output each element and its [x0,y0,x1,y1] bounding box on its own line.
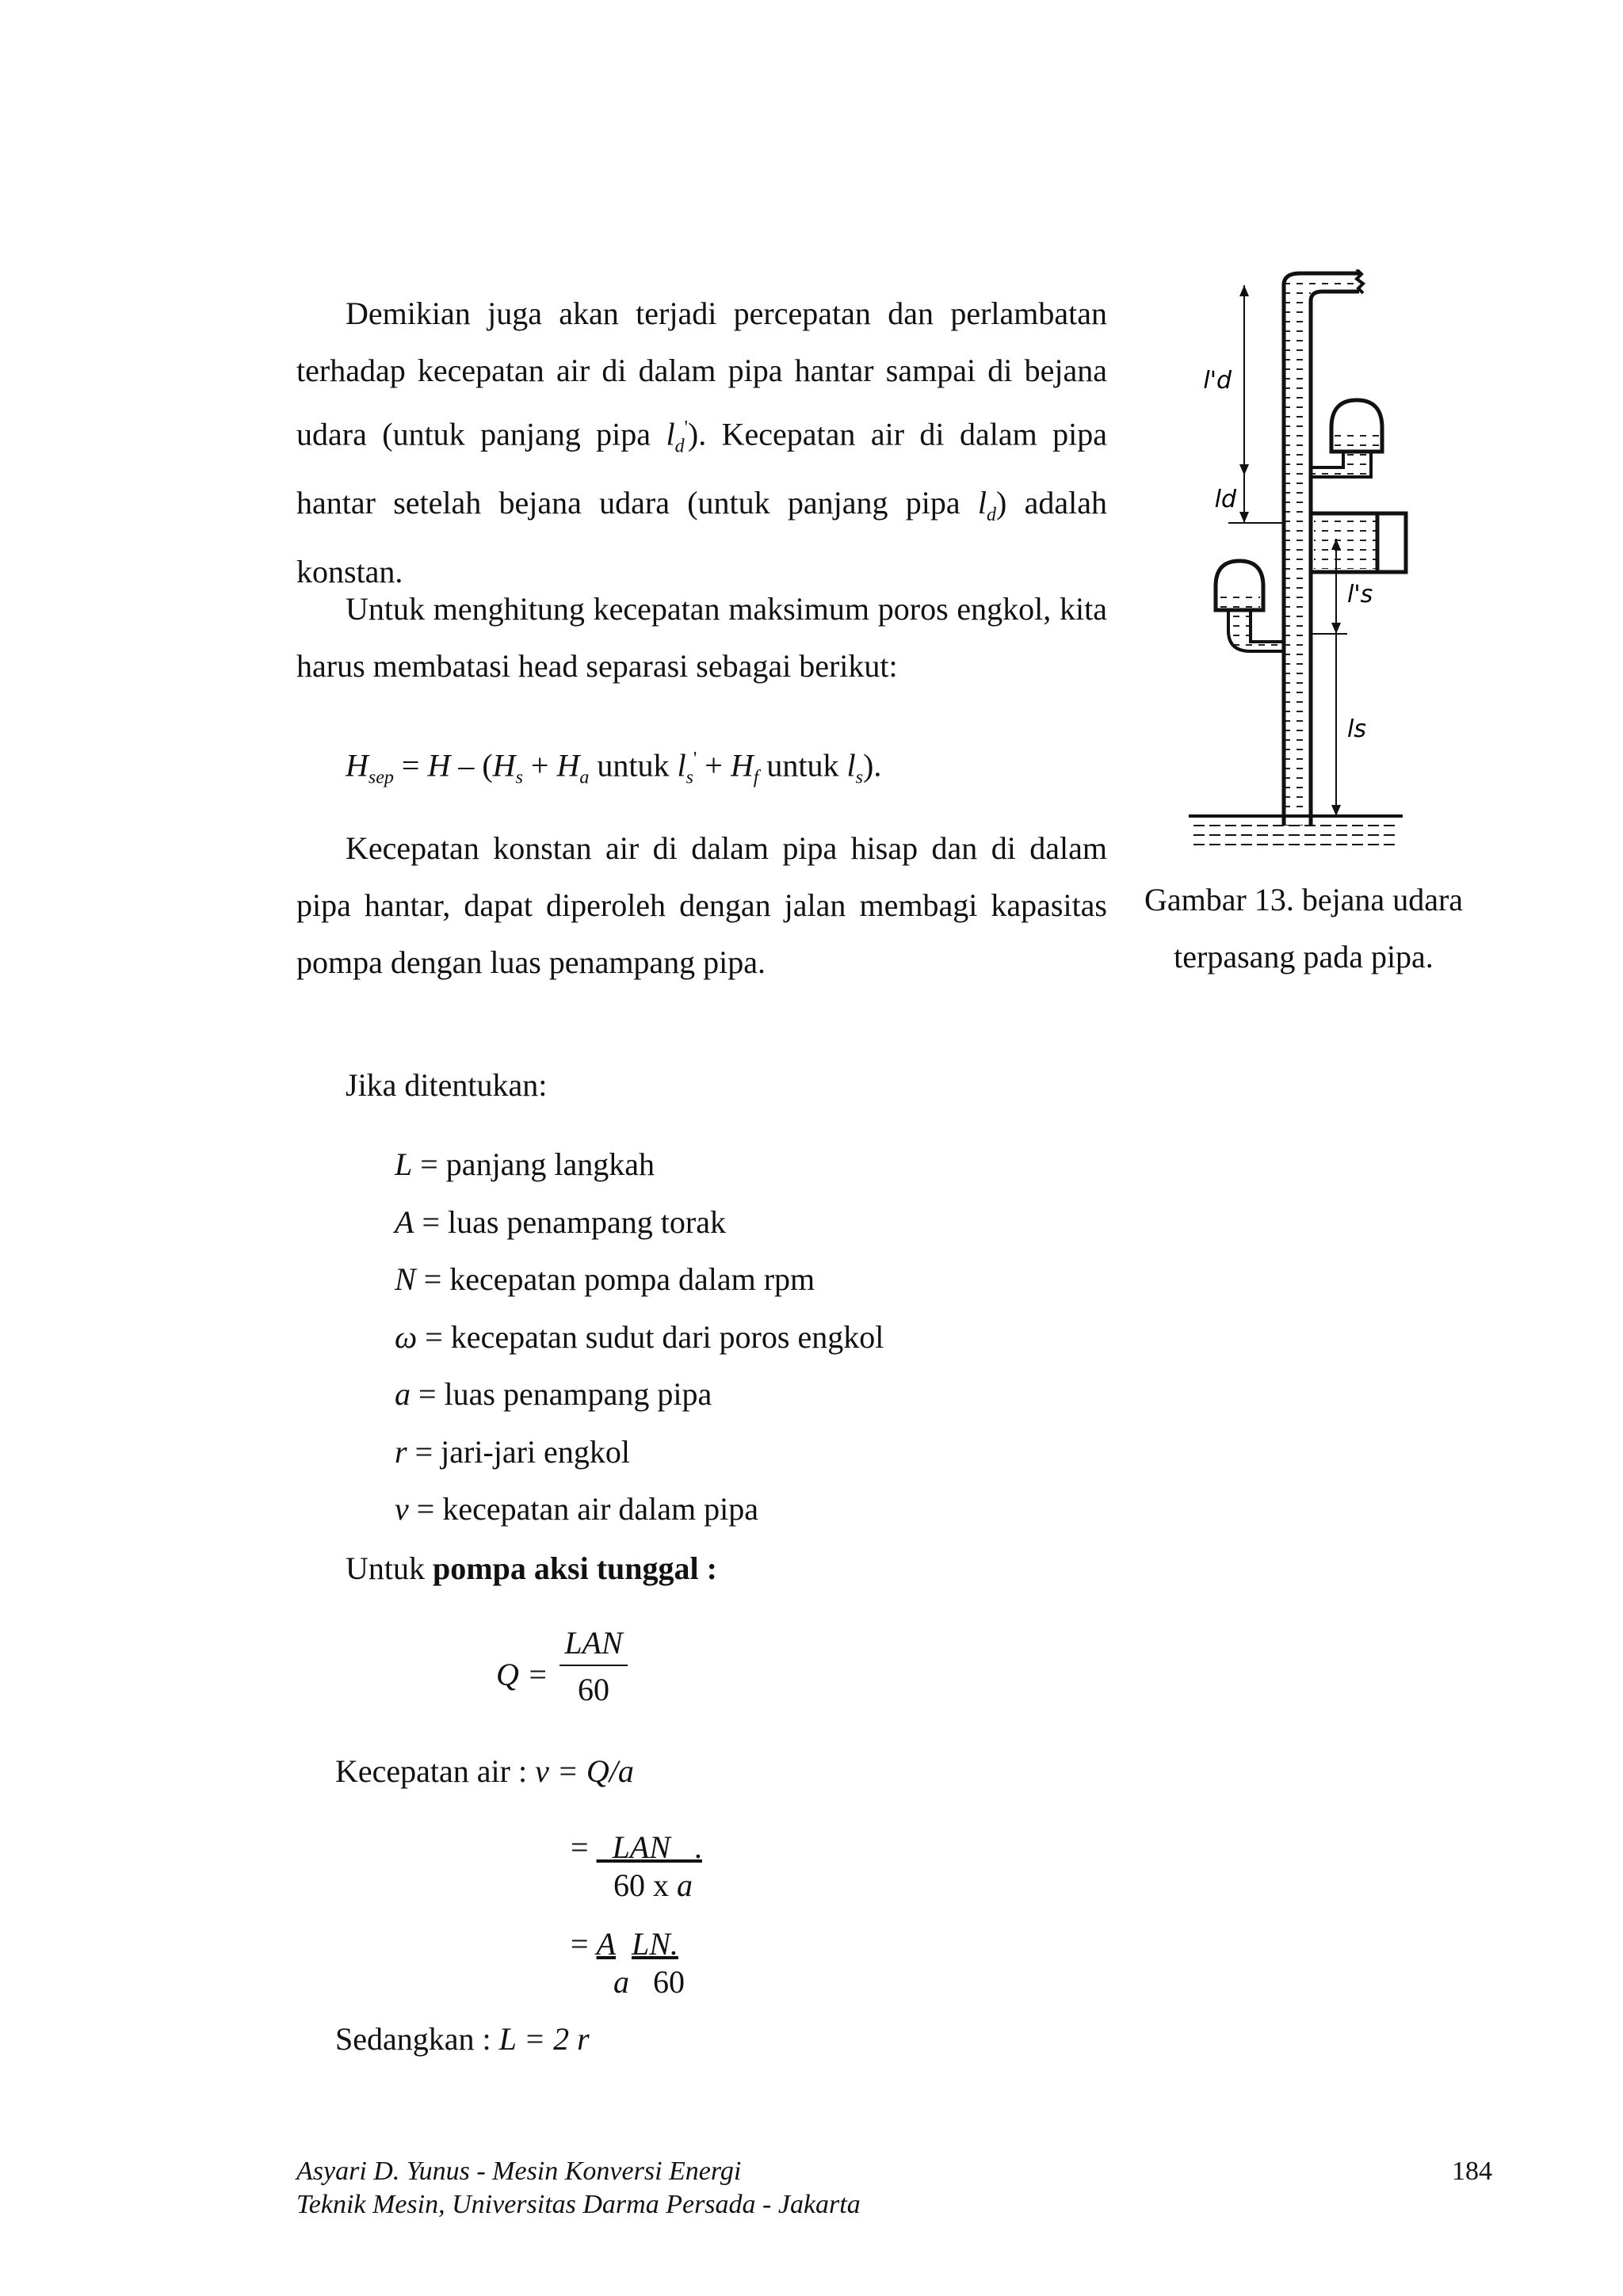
label-l-s-prime: l's [1347,581,1373,608]
velocity-line: Kecepatan air : v = Q/a [335,1753,634,1789]
definition-item: a = luas penampang pipa [395,1376,712,1412]
air-vessel-pipe-figure [1181,269,1419,856]
definitions-intro: Jika ditentukan: [346,1067,548,1103]
velocity-eq1-numerator: = LAN . [571,1829,702,1865]
paragraph-1: Demikian juga akan terjadi percepatan dan perlambatan terhadap kecepatan air di dalam pipa hantar sampai di bejana udara (untuk panjang pipa $l_d'$). Kecepatan air di dalam pipa hantar setelah bejana udara (untuk panjang pipa $l_d$) adalah konstan. [296,296,1107,590]
equation-Q-fraction: LAN 60 [559,1624,628,1708]
label-l-s: ls [1347,715,1366,743]
single-action-heading: Untuk pompa aksi tunggal : [346,1550,717,1586]
paragraph-3: Kecepatan konstan air di dalam pipa hisap dan di dalam pipa hantar, dapat diperoleh dengan jalan membagi kapasitas pompa dengan luas penampang pipa. [296,830,1107,980]
definition-item: ω = kecepatan sudut dari poros engkol [395,1318,884,1355]
figure-caption: Gambar 13. bejana udara terpasang pada pipa. [1144,882,1464,974]
definition-item: L = panjang langkah [395,1146,655,1182]
velocity-eq2-denominator: a 60 [613,1964,685,2000]
page-number: 184 [1452,2157,1492,2186]
equation-Q-lhs: Q = [496,1657,548,1692]
definitions-list [395,1136,884,1539]
definition-item: v = kecepatan air dalam pipa [395,1491,758,1527]
velocity-eq2-numerator: = A LN. [571,1926,678,1962]
label-l-d: ld [1214,486,1236,513]
definition-item: r = jari-jari engkol [395,1433,630,1470]
equation-head-separation: $H_{sep} = H - (H_s + H_a$ untuk $l_s' + H_f$ untuk $l_s$). [346,747,882,788]
velocity-eq1-denominator: 60 x a [613,1867,693,1903]
paragraph-2: Untuk menghitung kecepatan maksimum poros engkol, kita harus membatasi head separasi sebagai berikut: [296,591,1107,684]
definition-item: N = kecepatan pompa dalam rpm [395,1261,815,1297]
sedangkan-line: Sedangkan : L = 2 r [335,2021,590,2057]
label-l-d-prime: l'd [1203,367,1232,395]
footer: Asyari D. Yunus - Mesin Konversi Energi Teknik Mesin, Universitas Darma Persada - Jakarta [296,2157,861,2219]
definition-item: A = luas penampang torak [395,1203,726,1240]
